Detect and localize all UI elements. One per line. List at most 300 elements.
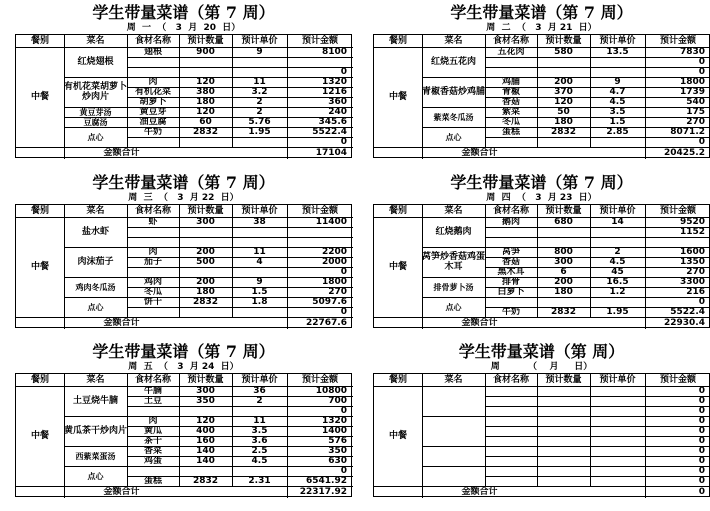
unit-price	[590, 406, 645, 416]
quantity: 140	[196, 446, 215, 456]
total-label: 金额合计	[103, 148, 140, 158]
grid-line	[485, 227, 710, 228]
total-amount: 20425.2	[664, 148, 705, 158]
amount	[645, 237, 710, 247]
grid-line	[127, 426, 353, 427]
quantity: 500	[196, 257, 215, 267]
grid-line	[645, 374, 646, 486]
quantity	[537, 436, 590, 446]
amount: 9520	[679, 217, 705, 227]
grid-line	[127, 287, 353, 288]
dish-name: 盐水虾	[81, 227, 109, 237]
amount: 1739	[679, 87, 705, 97]
quantity: 200	[196, 247, 215, 257]
block-title: 学生带量菜谱（第 7 周）	[450, 3, 633, 22]
unit-price	[232, 237, 287, 247]
ingredient-name	[127, 237, 179, 247]
grid-line	[232, 205, 233, 317]
column-header: 预计金额	[659, 36, 696, 46]
column-header: 预计数量	[187, 206, 224, 216]
grid-line	[287, 317, 288, 329]
total-label: 金额合计	[461, 148, 498, 158]
unit-price: 3.2	[251, 87, 268, 97]
ingredient-name: 排骨	[501, 277, 520, 287]
grid-line	[485, 396, 710, 397]
unit-price	[590, 237, 645, 247]
menu-table	[15, 373, 352, 497]
ingredient-name: 肉	[148, 247, 158, 257]
ingredient-name: 香菜	[143, 446, 162, 456]
ingredient-name: 饼干	[143, 297, 162, 307]
quantity: 200	[196, 277, 215, 287]
ingredient-name: 牛奶	[501, 307, 520, 317]
amount: 630	[328, 456, 347, 466]
grid-line	[645, 147, 646, 159]
column-header: 餐别	[30, 375, 49, 385]
grid-line	[537, 374, 538, 486]
grid-line	[645, 486, 646, 498]
unit-price: 4.5	[251, 456, 268, 466]
amount: 8071.2	[670, 127, 705, 137]
grid-line	[590, 205, 591, 317]
menu-table	[15, 34, 352, 158]
amount: 11400	[315, 217, 347, 227]
grid-line	[127, 406, 353, 407]
meal-label: 中餐	[30, 431, 49, 441]
column-header: 食材名称	[492, 36, 529, 46]
unit-price: 1.5	[251, 287, 268, 297]
unit-price	[232, 307, 287, 317]
block-title: 学生带量菜谱（第 7 周）	[450, 173, 633, 192]
unit-price	[590, 446, 645, 456]
amount: 0	[698, 67, 705, 77]
amount: 0	[340, 307, 347, 317]
quantity	[179, 237, 232, 247]
grid-line	[485, 416, 710, 417]
ingredient-name: 肉	[148, 77, 158, 87]
grid-line	[127, 257, 353, 258]
total-amount: 22767.6	[306, 318, 347, 328]
column-header: 预计数量	[187, 36, 224, 46]
column-header: 菜名	[444, 36, 463, 46]
column-header: 预计单价	[241, 375, 278, 385]
amount: 0	[698, 426, 705, 436]
unit-price	[590, 466, 645, 476]
ingredient-name: 牛奶	[143, 127, 162, 137]
quantity: 120	[196, 107, 215, 117]
amount: 360	[328, 97, 347, 107]
quantity	[537, 406, 590, 416]
grid-line	[179, 374, 180, 486]
unit-price: 5.76	[248, 117, 271, 127]
block-date: 周 （ 月 日）	[490, 362, 593, 372]
quantity: 120	[196, 77, 215, 87]
unit-price	[590, 396, 645, 406]
ingredient-name	[485, 227, 537, 237]
amount: 1800	[321, 277, 347, 287]
meal-label: 中餐	[30, 262, 49, 272]
menu-table	[15, 204, 352, 328]
ingredient-name: 有机花菜	[134, 87, 171, 97]
grid-line	[179, 205, 180, 317]
quantity: 2832	[550, 307, 577, 317]
grid-line	[127, 35, 128, 147]
unit-price: 2	[256, 97, 263, 107]
dish-name	[422, 416, 485, 446]
menu-block	[15, 172, 352, 328]
quantity: 50	[557, 107, 570, 117]
grid-line	[485, 107, 710, 108]
total-amount: 17104	[315, 148, 347, 158]
quantity: 6	[560, 267, 567, 277]
ingredient-name	[485, 466, 537, 476]
dish-name: 点心	[445, 302, 462, 312]
column-header: 预计金额	[659, 375, 696, 385]
dish-name: 青椒香菇炒鸡脯	[422, 87, 485, 97]
grid-line	[590, 374, 591, 486]
quantity: 200	[554, 277, 573, 287]
grid-line	[127, 67, 353, 68]
quantity	[537, 426, 590, 436]
unit-price	[232, 466, 287, 476]
grid-line	[590, 35, 591, 147]
quantity	[537, 456, 590, 466]
unit-price: 4.5	[609, 257, 626, 267]
unit-price	[590, 57, 645, 67]
amount: 0	[340, 406, 347, 416]
column-header: 食材名称	[492, 206, 529, 216]
grid-line	[645, 35, 646, 147]
quantity	[179, 67, 232, 77]
ingredient-name	[485, 137, 537, 147]
unit-price: 2	[614, 247, 621, 257]
column-header: 菜名	[86, 206, 105, 216]
grid-line	[485, 307, 710, 308]
unit-price	[232, 57, 287, 67]
grid-line	[287, 205, 288, 317]
grid-line	[485, 287, 710, 288]
menu-table	[373, 34, 710, 158]
ingredient-name	[485, 456, 537, 466]
amount: 216	[686, 287, 705, 297]
unit-price: 1.95	[606, 307, 629, 317]
menu-block	[15, 2, 352, 158]
ingredient-name	[127, 137, 179, 147]
column-header: 预计金额	[301, 206, 338, 216]
quantity	[537, 466, 590, 476]
grid-line	[287, 147, 288, 159]
grid-line	[127, 374, 128, 486]
unit-price: 1.8	[251, 297, 268, 307]
block-date: 周 四 （ 3 月 23 日）	[486, 193, 597, 203]
ingredient-name	[485, 416, 537, 426]
column-header: 菜名	[86, 375, 105, 385]
unit-price: 9	[614, 77, 621, 87]
amount: 1800	[679, 77, 705, 87]
unit-price	[232, 406, 287, 416]
column-header: 预计单价	[241, 206, 278, 216]
column-header: 食材名称	[134, 206, 171, 216]
block-title: 学生带量菜谱（第 周）	[458, 342, 625, 361]
grid-line	[485, 77, 710, 78]
ingredient-name	[485, 476, 537, 486]
dish-name: 莴笋炒香菇鸡蛋木耳	[422, 252, 485, 272]
ingredient-name	[485, 436, 537, 446]
amount: 0	[698, 137, 705, 147]
ingredient-name	[127, 57, 179, 67]
grid-line	[485, 476, 710, 477]
grid-line	[127, 277, 353, 278]
ingredient-name: 五花肉	[497, 47, 525, 57]
grid-line	[127, 416, 353, 417]
quantity: 200	[554, 77, 573, 87]
grid-line	[127, 117, 353, 118]
amount: 10800	[315, 386, 347, 396]
quantity: 680	[554, 217, 573, 227]
dish-name: 红烧五花肉	[430, 57, 476, 67]
unit-price: 3.6	[251, 436, 268, 446]
ingredient-name: 茶干	[143, 436, 162, 446]
column-header: 餐别	[30, 36, 49, 46]
quantity	[537, 476, 590, 486]
ingredient-name: 香菇	[501, 97, 520, 107]
ingredient-name: 土豆	[143, 396, 162, 406]
amount: 576	[328, 436, 347, 446]
ingredient-name: 青椒	[501, 87, 520, 97]
grid-line	[485, 137, 710, 138]
ingredient-name	[485, 386, 537, 396]
block-date: 周 五 （ 3 月 24 日）	[128, 362, 239, 372]
quantity: 900	[196, 47, 215, 57]
grid-line	[127, 297, 353, 298]
ingredient-name: 蛋糕	[501, 127, 520, 137]
amount: 345.6	[318, 117, 347, 127]
column-header: 预计金额	[301, 375, 338, 385]
amount: 1400	[321, 426, 347, 436]
grid-line	[485, 446, 710, 447]
unit-price	[590, 456, 645, 466]
quantity: 2832	[192, 127, 219, 137]
grid-line	[422, 205, 423, 329]
amount: 0	[698, 396, 705, 406]
ingredient-name: 黄瓜	[143, 426, 162, 436]
total-label: 金额合计	[103, 318, 140, 328]
column-header: 餐别	[388, 375, 407, 385]
quantity: 300	[196, 217, 215, 227]
ingredient-name	[485, 396, 537, 406]
unit-price	[590, 476, 645, 486]
unit-price: 2.5	[251, 446, 268, 456]
unit-price	[590, 137, 645, 147]
grid-line	[485, 57, 710, 58]
amount: 1350	[679, 257, 705, 267]
amount	[287, 237, 353, 247]
dish-name: 点心	[87, 471, 104, 481]
grid-line	[127, 97, 353, 98]
dish-name	[422, 446, 485, 466]
amount: 5522.4	[312, 127, 347, 137]
ingredient-name	[485, 67, 537, 77]
amount: 6541.92	[306, 476, 347, 486]
unit-price: 1.95	[248, 127, 271, 137]
column-header: 食材名称	[134, 36, 171, 46]
total-label: 金额合计	[461, 318, 498, 328]
total-label: 金额合计	[461, 487, 498, 497]
grid-line	[422, 35, 423, 159]
grid-line	[485, 406, 710, 407]
column-header: 预计数量	[545, 206, 582, 216]
quantity: 2832	[192, 297, 219, 307]
grid-line	[485, 67, 710, 68]
amount: 2200	[321, 247, 347, 257]
column-header: 预计单价	[241, 36, 278, 46]
block-title: 学生带量菜谱（第 7 周）	[92, 342, 275, 361]
column-header: 餐别	[388, 36, 407, 46]
meal-label: 中餐	[388, 431, 407, 441]
unit-price	[232, 267, 287, 277]
amount: 0	[698, 297, 705, 307]
unit-price: 2.85	[606, 127, 629, 137]
quantity	[179, 307, 232, 317]
grid-line	[64, 35, 65, 159]
menu-block	[373, 172, 710, 328]
ingredient-name	[485, 406, 537, 416]
unit-price	[590, 436, 645, 446]
quantity	[537, 227, 590, 237]
grid-line	[422, 374, 423, 498]
column-header: 食材名称	[134, 375, 171, 385]
quantity	[537, 446, 590, 456]
dish-name: 紫菜冬瓜汤	[433, 112, 474, 122]
dish-name: 红烧翅根	[77, 57, 114, 67]
meal-label: 中餐	[388, 92, 407, 102]
grid-line	[485, 374, 486, 486]
amount: 0	[698, 476, 705, 486]
quantity: 580	[554, 47, 573, 57]
dish-name: 鸡肉冬瓜汤	[75, 282, 116, 292]
quantity	[179, 57, 232, 67]
ingredient-name	[485, 426, 537, 436]
dish-name: 肉沫茄子	[77, 257, 114, 267]
amount: 0	[340, 67, 347, 77]
ingredient-name: 蛋糕	[143, 476, 162, 486]
column-header: 预计数量	[545, 36, 582, 46]
quantity: 300	[554, 257, 573, 267]
unit-price: 11	[253, 247, 266, 257]
grid-line	[127, 87, 353, 88]
dish-name	[422, 386, 485, 416]
grid-line	[127, 57, 353, 58]
ingredient-name: 冬瓜	[143, 287, 162, 297]
total-amount: 0	[698, 487, 705, 497]
unit-price	[590, 386, 645, 396]
quantity: 140	[196, 456, 215, 466]
column-header: 预计单价	[599, 206, 636, 216]
grid-line	[485, 35, 486, 147]
unit-price: 1.2	[609, 287, 626, 297]
amount: 540	[686, 97, 705, 107]
grid-line	[127, 396, 353, 397]
quantity: 350	[196, 396, 215, 406]
total-amount: 22317.92	[299, 487, 347, 497]
unit-price: 3.5	[609, 107, 626, 117]
quantity: 2832	[192, 476, 219, 486]
quantity: 60	[199, 117, 212, 127]
amount: 0	[340, 466, 347, 476]
quantity: 180	[554, 287, 573, 297]
grid-line	[127, 137, 353, 138]
quantity	[537, 396, 590, 406]
grid-line	[64, 205, 65, 329]
ingredient-name	[127, 267, 179, 277]
unit-price: 4.7	[609, 87, 626, 97]
unit-price: 4	[256, 257, 263, 267]
ingredient-name: 鸡脯	[501, 77, 520, 87]
column-header: 预计单价	[599, 375, 636, 385]
dish-name: 土豆烧牛腩	[72, 396, 118, 406]
grid-line	[127, 466, 353, 467]
grid-line	[485, 117, 710, 118]
unit-price: 16.5	[606, 277, 629, 287]
amount: 270	[328, 287, 347, 297]
quantity: 2832	[550, 127, 577, 137]
quantity	[537, 416, 590, 426]
column-header: 餐别	[30, 206, 49, 216]
ingredient-name: 香菇	[501, 257, 520, 267]
unit-price: 3.5	[251, 426, 268, 436]
dish-name: 点心	[445, 132, 462, 142]
menu-table	[373, 373, 710, 497]
amount: 0	[698, 416, 705, 426]
unit-price: 13.5	[606, 47, 629, 57]
ingredient-name	[485, 446, 537, 456]
unit-price: 9	[256, 277, 263, 287]
quantity	[179, 137, 232, 147]
dish-name: 黄豆芽汤	[79, 107, 112, 117]
grid-line	[485, 466, 710, 467]
amount: 8100	[321, 47, 347, 57]
amount: 5097.6	[312, 297, 347, 307]
quantity: 180	[196, 287, 215, 297]
grid-line	[127, 127, 353, 128]
block-date: 周 一 （ 3 月 20 日）	[126, 23, 241, 33]
ingredient-name: 鸡肉	[143, 277, 162, 287]
dish-name: 排骨萝卜汤	[433, 282, 474, 292]
amount: 0	[698, 436, 705, 446]
grid-line	[127, 267, 353, 268]
ingredient-name: 鸡蛋	[143, 456, 162, 466]
unit-price: 38	[253, 217, 266, 227]
grid-line	[485, 436, 710, 437]
column-header: 预计数量	[545, 375, 582, 385]
ingredient-name: 胡萝卜	[139, 97, 167, 107]
grid-line	[127, 436, 353, 437]
quantity: 180	[196, 97, 215, 107]
menu-table	[373, 204, 710, 328]
grid-line	[179, 35, 180, 147]
grid-line	[485, 277, 710, 278]
dish-name: 点心	[87, 302, 104, 312]
ingredient-name: 油豆腐	[139, 117, 167, 127]
block-date: 周 三 （ 3 月 22 日）	[128, 193, 239, 203]
quantity	[537, 67, 590, 77]
grid-line	[537, 205, 538, 317]
grid-line	[485, 257, 710, 258]
ingredient-name: 茄子	[143, 257, 162, 267]
grid-line	[537, 35, 538, 147]
menu-block	[373, 2, 710, 158]
amount: 1320	[321, 416, 347, 426]
